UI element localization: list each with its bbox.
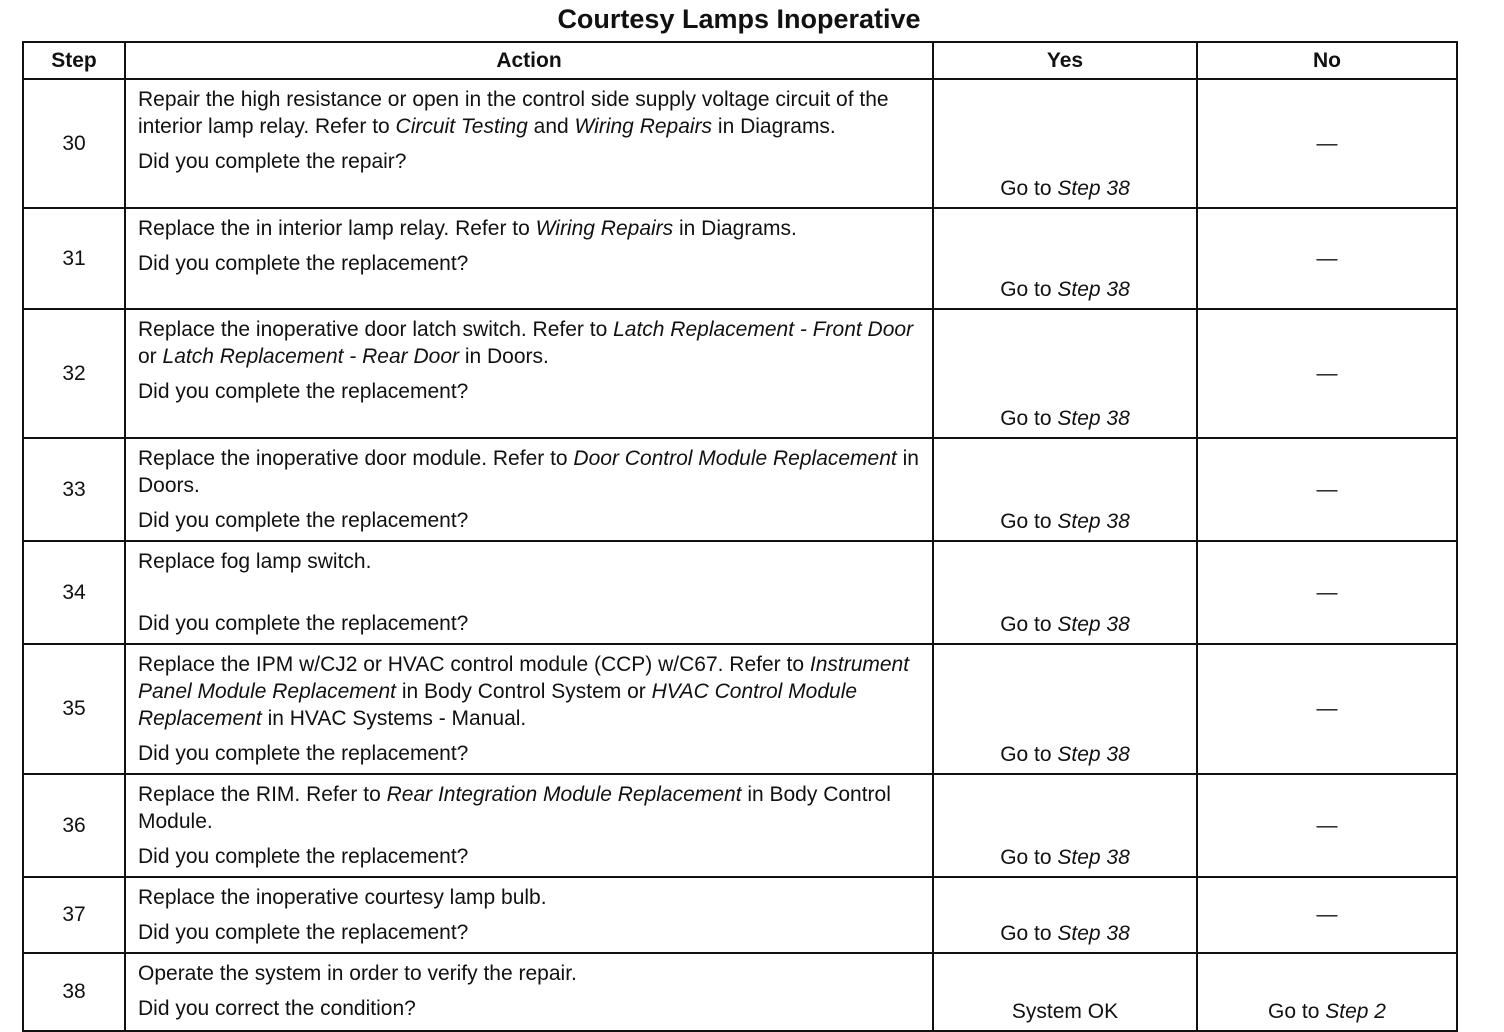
yes-result — [933, 79, 1197, 208]
text-segment: in Doors. — [138, 447, 919, 497]
no-result — [1197, 774, 1457, 877]
table-row — [23, 877, 1457, 953]
diagnostic-table — [22, 41, 1458, 1032]
action-cell — [125, 438, 933, 541]
text-segment: — — [1316, 246, 1338, 270]
table-row — [23, 309, 1457, 438]
action-cell — [125, 774, 933, 877]
action-cell — [125, 309, 933, 438]
yes-result — [933, 774, 1197, 877]
action-text — [138, 86, 920, 140]
text-segment: in Body Control System or — [396, 680, 652, 703]
step-number: 35 — [23, 644, 125, 774]
reference-link-text: Step 38 — [1057, 407, 1130, 430]
action-cell — [125, 644, 933, 774]
spacer — [138, 575, 920, 602]
text-segment: Replace the RIM. Refer to — [138, 783, 387, 806]
action-question: Did you correct the condition? — [138, 997, 416, 1020]
action-text — [138, 316, 920, 370]
text-segment: — — [1316, 361, 1338, 385]
text-segment: in Diagrams. — [712, 115, 836, 138]
text-segment: Go to — [1000, 177, 1058, 200]
table-row — [23, 774, 1457, 877]
text-segment: in Body Control Module. — [138, 783, 891, 833]
text-segment: Go to — [1000, 846, 1058, 869]
text-segment: Replace the in interior lamp relay. Refer to — [138, 217, 536, 240]
yes-result — [933, 877, 1197, 953]
action-cell — [125, 877, 933, 953]
text-segment: Repair the high resistance or open in the control side supply voltage circuit of the interior lamp relay. Refer to — [138, 88, 889, 138]
text-segment: Go to — [1000, 922, 1058, 945]
table-row — [23, 208, 1457, 309]
action-question: Did you complete the replacement? — [138, 845, 469, 868]
no-result — [1197, 208, 1457, 309]
text-segment: Operate the system in order to verify the repair. — [138, 962, 577, 985]
text-segment: in HVAC Systems - Manual. — [261, 707, 527, 730]
no-result — [1197, 309, 1457, 438]
step-number: 34 — [23, 541, 125, 644]
action-cell — [125, 541, 933, 644]
table-row — [23, 541, 1457, 644]
step-number: 36 — [23, 774, 125, 877]
no-result — [1197, 953, 1457, 1031]
action-cell — [125, 79, 933, 208]
text-segment: Replace fog lamp switch. — [138, 550, 372, 573]
reference-link-text: Latch Replacement - Rear Door — [162, 345, 459, 368]
table-row — [23, 953, 1457, 1031]
text-segment: Replace the inoperative door module. Refer to — [138, 447, 574, 470]
action-text — [138, 548, 920, 575]
text-segment: in Doors. — [459, 345, 549, 368]
reference-link-text: Step 38 — [1057, 510, 1130, 533]
action-question: Did you complete the replacement? — [138, 742, 469, 765]
text-segment: Replace the inoperative courtesy lamp bulb. — [138, 886, 547, 909]
text-segment: Go to — [1000, 510, 1058, 533]
table-row — [23, 79, 1457, 208]
text-segment: Replace the inoperative door latch switch. Refer to — [138, 318, 614, 341]
yes-result — [933, 208, 1197, 309]
action-question: Did you complete the replacement? — [138, 509, 469, 532]
action-question: Did you complete the replacement? — [138, 380, 469, 403]
reference-link-text: Instrument Panel Module Replacement — [138, 653, 910, 703]
yes-result — [933, 309, 1197, 438]
text-segment: — — [1316, 477, 1338, 501]
text-segment: Go to — [1000, 613, 1058, 636]
action-question: Did you complete the replacement? — [138, 921, 469, 944]
no-result — [1197, 644, 1457, 774]
reference-link-text: Rear Integration Module Replacement — [386, 783, 742, 806]
yes-result — [933, 541, 1197, 644]
text-segment: — — [1316, 697, 1338, 720]
action-cell — [125, 953, 933, 1031]
reference-link-text: Step 38 — [1057, 846, 1130, 869]
text-segment: — — [1316, 580, 1338, 604]
text-segment: — — [1316, 813, 1338, 837]
step-number: 38 — [23, 953, 125, 1031]
step-number: 37 — [23, 877, 125, 953]
yes-result — [933, 644, 1197, 774]
header-step: Step — [23, 42, 125, 79]
reference-link-text: Step 38 — [1057, 177, 1130, 200]
action-text — [138, 215, 920, 242]
action-cell — [125, 208, 933, 309]
no-result — [1197, 79, 1457, 208]
text-segment: Go to — [1000, 278, 1058, 301]
action-question: Did you complete the replacement? — [138, 252, 469, 275]
action-text — [138, 781, 920, 835]
text-segment: — — [1316, 131, 1338, 155]
action-text — [138, 884, 920, 911]
text-segment: System OK — [1011, 1000, 1119, 1023]
reference-link-text: Wiring Repairs — [535, 217, 674, 240]
text-segment: Go to — [1000, 743, 1058, 766]
yes-result — [933, 953, 1197, 1031]
page-title: Courtesy Lamps Inoperative — [557, 4, 921, 34]
step-number: 31 — [23, 208, 125, 309]
text-segment: and — [527, 115, 575, 138]
no-result — [1197, 438, 1457, 541]
action-text — [138, 445, 920, 499]
action-text — [138, 960, 920, 987]
yes-result — [933, 438, 1197, 541]
reference-link-text: Step 38 — [1057, 743, 1130, 766]
step-number: 30 — [23, 79, 125, 208]
reference-link-text: Wiring Repairs — [574, 115, 713, 138]
reference-link-text: Step 2 — [1325, 1000, 1386, 1023]
reference-link-text: Door Control Module Replacement — [573, 447, 897, 470]
header-no: No — [1197, 42, 1457, 79]
reference-link-text: Step 38 — [1057, 922, 1130, 945]
text-segment: or — [138, 345, 163, 368]
text-segment: — — [1316, 903, 1338, 926]
reference-link-text: Circuit Testing — [395, 115, 528, 138]
no-result — [1197, 877, 1457, 953]
reference-link-text: HVAC Control Module Replacement — [138, 680, 858, 730]
action-text — [138, 651, 920, 732]
reference-link-text: Step 38 — [1057, 613, 1130, 636]
header-action: Action — [125, 42, 933, 79]
header-row — [23, 42, 1457, 79]
text-segment: in Diagrams. — [673, 217, 797, 240]
reference-link-text: Step 38 — [1057, 278, 1130, 301]
text-segment: Go to — [1000, 407, 1058, 430]
reference-link-text: Latch Replacement - Front Door — [613, 318, 914, 341]
header-yes: Yes — [933, 42, 1197, 79]
action-question: Did you complete the repair? — [138, 150, 407, 173]
text-segment: Replace the IPM w/CJ2 or HVAC control module (CCP) w/C67. Refer to — [138, 653, 810, 676]
action-question: Did you complete the replacement? — [138, 612, 469, 635]
table-row — [23, 644, 1457, 774]
table-body — [23, 79, 1457, 1031]
no-result — [1197, 541, 1457, 644]
table-row — [23, 438, 1457, 541]
step-number: 32 — [23, 309, 125, 438]
step-number: 33 — [23, 438, 125, 541]
text-segment: Go to — [1268, 1000, 1326, 1023]
